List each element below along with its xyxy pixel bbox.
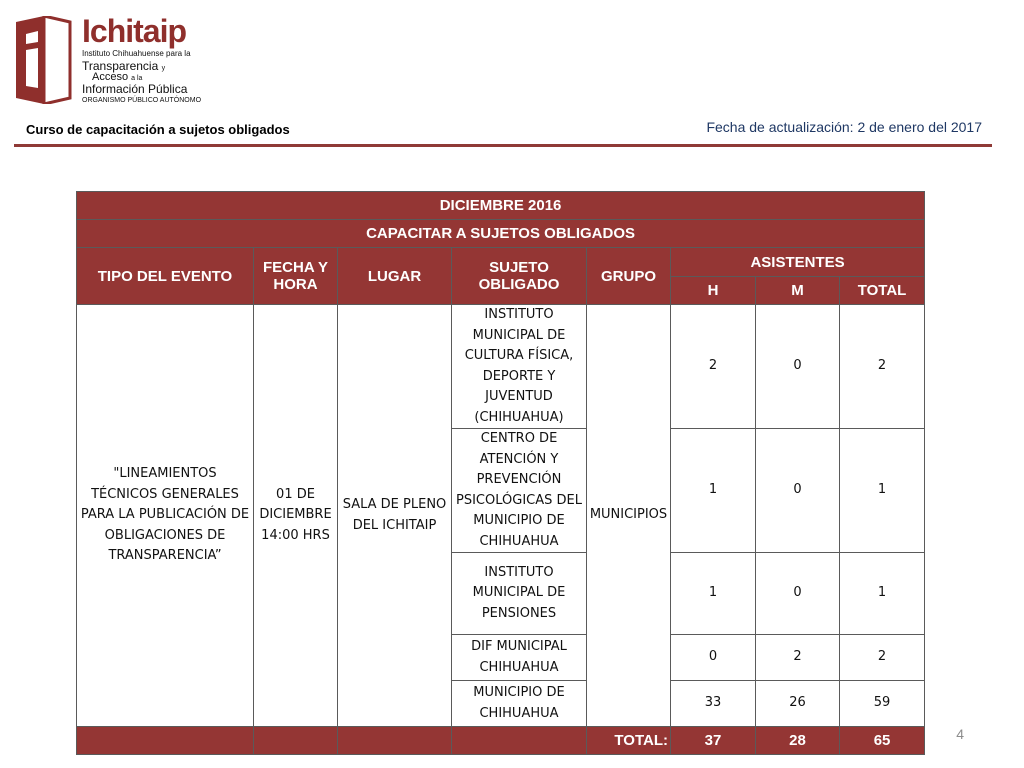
table-cell-total: 1 [840,553,925,635]
event-place-cell: SALA DE PLENO DEL ICHITAIP [338,305,452,727]
logo-wordmark: Ichitaip [82,13,187,49]
col-lugar-header: LUGAR [338,248,452,305]
col-h-header: H [671,277,756,305]
table-cell-m: 2 [756,635,840,681]
update-date: Fecha de actualización: 2 de enero del 2017 [706,119,982,135]
table-cell-h: 1 [671,429,756,553]
col-m-header: M [756,277,840,305]
footer-empty-cell [338,727,452,755]
col-tipo-header: TIPO DEL EVENTO [77,248,254,305]
col-sujeto-header: SUJETO OBLIGADO [452,248,587,305]
event-group-cell: MUNICIPIOS [587,305,671,727]
total-m: 28 [756,727,840,755]
table-subtitle: CAPACITAR A SUJETOS OBLIGADOS [77,220,925,248]
table-cell-m: 0 [756,553,840,635]
table-cell-total: 2 [840,635,925,681]
table-row-sujeto: INSTITUTO MUNICIPAL DE PENSIONES [452,553,587,635]
col-fecha-header: FECHA Y HORA [254,248,338,305]
table-row-sujeto: MUNICIPIO DE CHIHUAHUA [452,681,587,727]
footer-empty-cell [254,727,338,755]
col-total-header: TOTAL [840,277,925,305]
total-label: TOTAL: [587,727,671,755]
table-cell-total: 2 [840,305,925,429]
table-cell-m: 0 [756,305,840,429]
logo-subtitle: Instituto Chihuahuense para la Transparencia y Acceso a la Información Pública ORGANISMO PÚBLICO AUTÓNOMO [82,49,202,104]
table-cell-m: 0 [756,429,840,553]
ichitaip-logo [14,12,214,112]
total-h: 37 [671,727,756,755]
event-date-cell: 01 DE DICIEMBRE 14:00 HRS [254,305,338,727]
door-logo-icon [14,16,72,104]
table-cell-total: 59 [840,681,925,727]
training-table [76,191,925,755]
table-cell-h: 2 [671,305,756,429]
table-row-sujeto: DIF MUNICIPAL CHIHUAHUA [452,635,587,681]
table-cell-h: 0 [671,635,756,681]
course-title: Curso de capacitación a sujetos obligados [26,122,290,137]
table-row-sujeto: INSTITUTO MUNICIPAL DE CULTURA FÍSICA, DEPORTE Y JUVENTUD (CHIHUAHUA) [452,305,587,429]
footer-empty-cell [77,727,254,755]
total-total: 65 [840,727,925,755]
col-grupo-header: GRUPO [587,248,671,305]
table-cell-h: 1 [671,553,756,635]
event-type-cell: "LINEAMIENTOS TÉCNICOS GENERALES PARA LA PUBLICACIÓN DE OBLIGACIONES DE TRANSPARENCIA” [77,305,254,727]
header-divider [14,144,992,147]
table-row-sujeto: CENTRO DE ATENCIÓN Y PREVENCIÓN PSICOLÓGICAS DEL MUNICIPIO DE CHIHUAHUA [452,429,587,553]
table-title: DICIEMBRE 2016 [77,192,925,220]
table-cell-total: 1 [840,429,925,553]
page-number: 4 [956,726,964,742]
table-cell-m: 26 [756,681,840,727]
footer-empty-cell [452,727,587,755]
table-cell-h: 33 [671,681,756,727]
col-asistentes-header: ASISTENTES [671,248,925,277]
